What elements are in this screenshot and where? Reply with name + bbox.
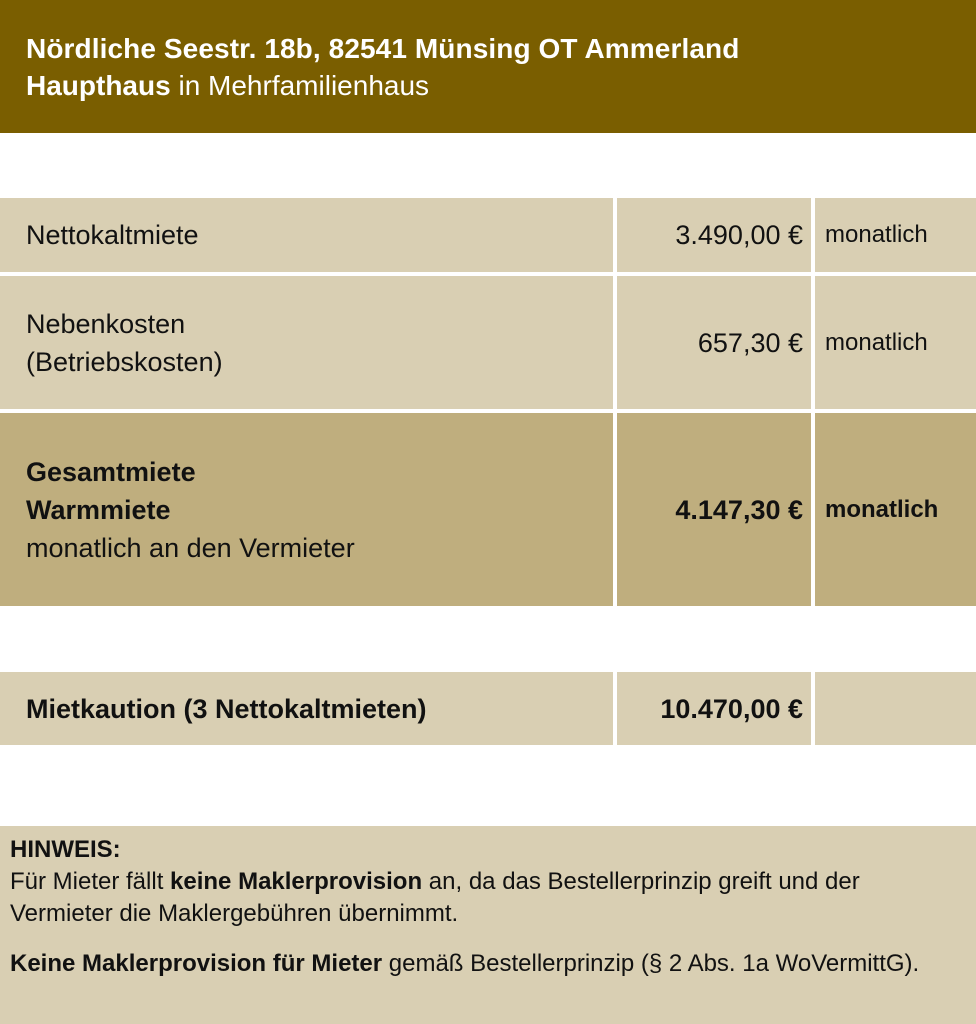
note-p2-bold: Keine Maklerprovision für Mieter: [10, 950, 383, 977]
label-line1: Gesamtmiete: [26, 456, 196, 487]
row-nebenkosten-amount: [617, 276, 811, 409]
note-spacer: [10, 930, 966, 948]
label-text: Nettokaltmiete: [26, 220, 199, 250]
row-gesamtmiete-amount: [617, 413, 811, 606]
note-p1-pre: Für Mieter fällt: [10, 868, 171, 895]
note-paragraph-2: [10, 948, 966, 980]
label-line2: (Betriebskosten): [26, 346, 223, 377]
header-banner: [0, 0, 976, 133]
label-text: Mietkaution (3 Nettokaltmieten): [26, 693, 427, 724]
period-text: monatlich: [825, 495, 939, 523]
building-name: Haupthaus: [26, 70, 171, 101]
row-gesamtmiete-period: [815, 413, 976, 606]
row-gesamtmiete-label: [0, 413, 613, 606]
note-p1-bold: keine Maklerprovision: [170, 868, 423, 895]
label-line1: Nebenkosten: [26, 308, 186, 339]
note-title: HINWEIS:: [10, 836, 121, 863]
note-p2-post: gemäß Bestellerprinzip (§ 2 Abs. 1a WoVermittG).: [382, 950, 920, 977]
amount-value: 10.470,00 €: [660, 693, 803, 724]
hinweis-box: [0, 826, 976, 1024]
row-mietkaution-period: [815, 672, 976, 745]
row-nettokaltmiete-period: [815, 198, 976, 272]
period-text: monatlich: [825, 328, 928, 356]
row-mietkaution-amount: [617, 672, 811, 745]
amount-value: 3.490,00 €: [675, 220, 803, 250]
note-p1-post: an, da das Bestellerprinzip greift und der Vermieter die Maklergebühren übernimmt.: [10, 868, 860, 927]
building-type: in Mehrfamilienhaus: [170, 70, 430, 101]
row-nettokaltmiete-amount: [617, 198, 811, 272]
row-mietkaution-label: [0, 672, 613, 745]
address-title: Nördliche Seestr. 18b, 82541 Münsing OT Ammerland: [26, 33, 740, 64]
label-line3: monatlich an den Vermieter: [26, 532, 355, 563]
row-nebenkosten-label: [0, 276, 613, 409]
period-text: monatlich: [825, 221, 928, 248]
amount-value: 657,30 €: [697, 327, 803, 358]
label-line2: Warmmiete: [26, 494, 171, 525]
row-nettokaltmiete-label: [0, 198, 613, 272]
row-nebenkosten-period: [815, 276, 976, 409]
building-subtitle: [26, 68, 976, 104]
amount-value: 4.147,30 €: [675, 494, 803, 525]
note-paragraph-1: [10, 866, 966, 930]
